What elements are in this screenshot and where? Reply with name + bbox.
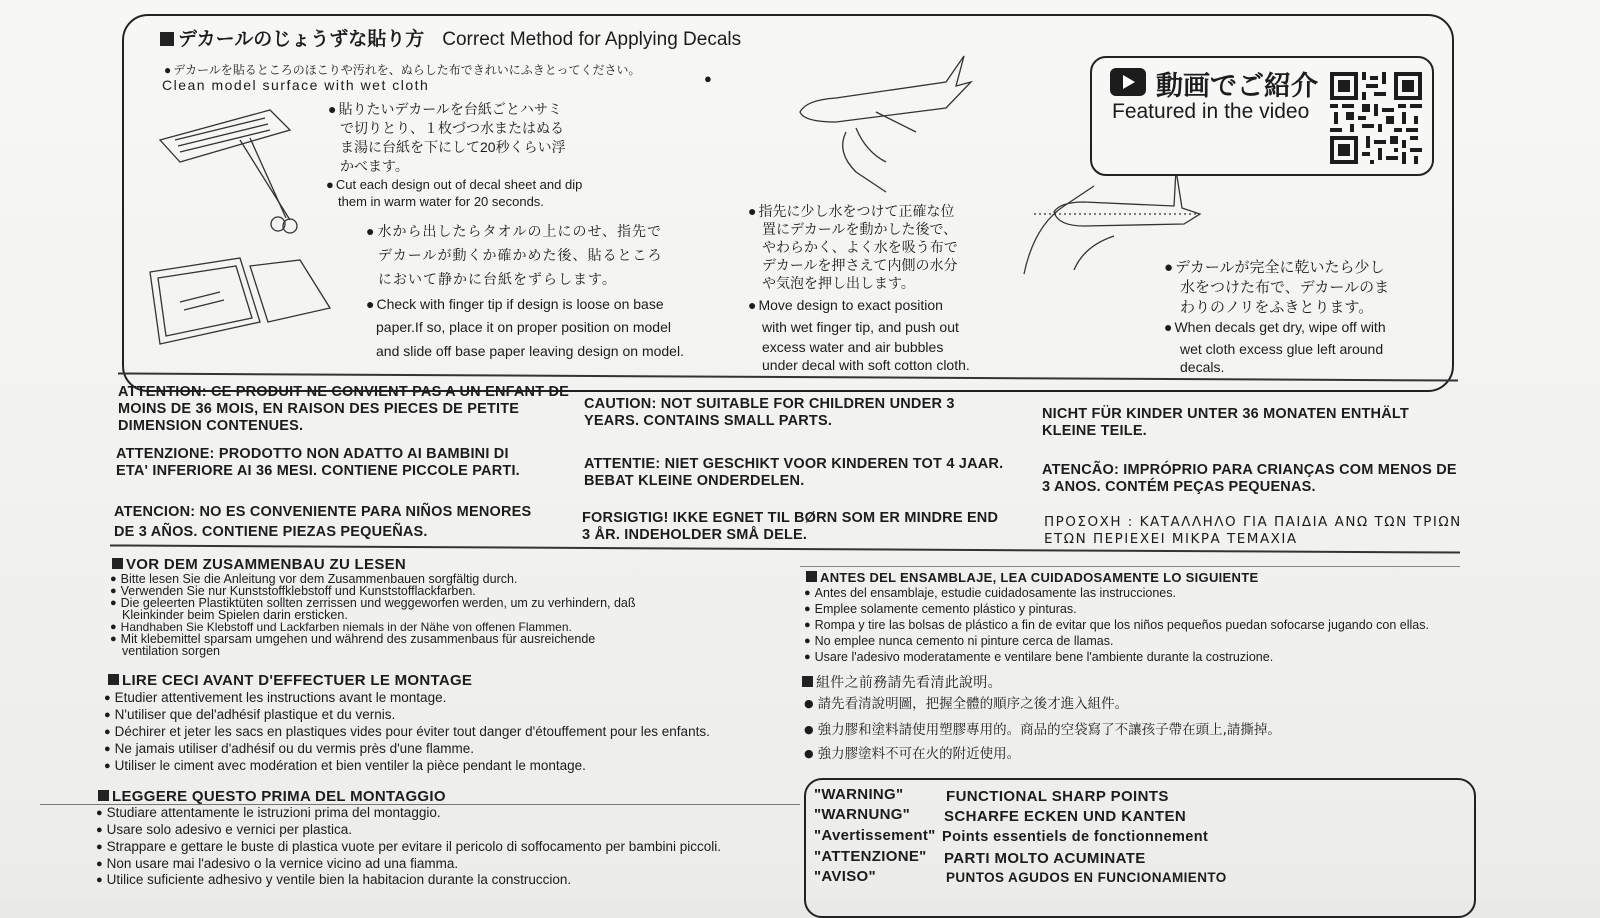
caution-fr: ATTENTION: CE PRODUIT NE CONVIENT PAS A UN ENFANT DE MOINS DE 36 MOIS, EN RAISON DES PIECES DE PETITE DIMENSION CONTENUES. xyxy=(118,384,570,434)
step2-ja-3: ま湯に台紙を下にして20秒くらい浮 xyxy=(340,139,566,155)
list-item: ● Ne jamais utiliser d'adhésif ou du vermis près d'une flamme. xyxy=(104,741,474,757)
airplane-hand-illustration xyxy=(796,52,976,202)
step2-en-2: them in warm water for 20 seconds. xyxy=(338,194,544,209)
list-item: Kleinkinder beim Spielen darin ersticken. xyxy=(122,608,348,622)
square-bullet-icon xyxy=(98,790,109,801)
step5-ja-1: ● デカールが完全に乾いたら少し xyxy=(1164,258,1384,277)
bullet-dot-icon: ● xyxy=(704,71,712,86)
warning-text-it: PARTI MOLTO ACUMINATE xyxy=(944,850,1146,867)
list-item: ● Rompa y tire las bolsas de plástico a fin de evitar que los niños pequeños puedan sofocarse jugando con ellas. xyxy=(804,618,1429,633)
list-item: ● Antes del ensamblaje, estudie cuidadosamente las instrucciones. xyxy=(804,586,1176,601)
warning-text-es: PUNTOS AGUDOS EN FUNCIONAMIENTO xyxy=(946,870,1227,885)
step3-en-2: paper.If so, place it on proper position on model xyxy=(376,319,671,335)
step5-ja-3: わりのノリをふきとります。 xyxy=(1180,299,1374,316)
step5-ja-2: 水をつけた布で、デカールのま xyxy=(1180,279,1390,296)
step3-ja-1: ● 水から出したらタオルの上にのせ、指先で xyxy=(366,222,662,241)
square-bullet-icon xyxy=(802,676,813,687)
step5-en-3: decals. xyxy=(1180,359,1225,375)
decal-title-en: Correct Method for Applying Decals xyxy=(442,29,742,50)
list-item: ● No emplee nunca cemento ni pinture cerca de llamas. xyxy=(804,634,1113,649)
list-item: ● Mit klebemittel sparsam umgehen und während des zusammenbaus für ausreichende xyxy=(110,632,595,647)
section-title-it: LEGGERE QUESTO PRIMA DEL MONTAGGIO xyxy=(98,788,446,805)
step4-ja-3: やわらかく、よく水を吸う布で xyxy=(762,239,958,255)
decal-title xyxy=(160,24,741,51)
step2-en-1: ● Cut each design out of decal sheet and dip xyxy=(326,176,582,193)
list-item: ● 請先看清說明圖，把握全體的順序之後才進入組件。 xyxy=(804,696,1128,712)
caution-da: FORSIGTIG! IKKE EGNET TIL BØRN SOM ER MINDRE END 3 ÅR. INDEHOLDER SMÅ DELE. xyxy=(582,510,999,543)
step4-en-4: under decal with soft cotton cloth. xyxy=(762,357,970,373)
qr-code-icon[interactable] xyxy=(1330,72,1422,164)
play-icon[interactable] xyxy=(1110,68,1146,96)
caution-de: NICHT FÜR KINDER UNTER 36 MONATEN ENTHÄLT KLEINE TEILE. xyxy=(1042,406,1409,439)
square-bullet-icon xyxy=(112,558,123,569)
square-bullet-icon xyxy=(160,32,174,46)
list-item: ● Usare solo adesivo e vernici per plastica. xyxy=(96,822,352,838)
caution-en: CAUTION: NOT SUITABLE FOR CHILDREN UNDER 3 YEARS. CONTAINS SMALL PARTS. xyxy=(584,396,955,429)
step2-ja-1: ● 貼りたいデカールを台紙ごとハサミ xyxy=(328,100,562,119)
step4-ja-4: デカールを押さえて内側の水分 xyxy=(762,257,958,273)
step4-ja-5: や気泡を押し出します。 xyxy=(762,275,915,291)
warning-label-es: "AVISO" xyxy=(814,868,876,885)
step5-en-2: wet cloth excess glue left around xyxy=(1180,341,1384,357)
step4-en-3: excess water and air bubbles xyxy=(762,339,944,355)
caution-nl: ATTENTIE: NIET GESCHIKT VOOR KINDEREN TOT 4 JAAR. BEBAT KLEINE ONDERDELEN. xyxy=(584,456,1004,489)
list-item: ● Utilice suficiente adhesivo y ventile bien la habitacion durante la construccion. xyxy=(96,872,571,888)
list-item: ● Etudier attentivement les instructions avant le montage. xyxy=(104,690,446,706)
step4-ja-1: ● 指先に少し水をつけて正確な位 xyxy=(748,202,954,221)
list-item: ventilation sorgen xyxy=(122,644,220,658)
water-dish-illustration xyxy=(140,252,340,352)
list-item: ● N'utiliser que del'adhésif plastique et du vernis. xyxy=(104,707,395,723)
list-item: ● Déchirer et jeter les sacs en plastiques vides pour éviter tout danger d'étouffement pour les enfants. xyxy=(104,724,710,740)
caution-es: ATENCION: NO ES CONVENIENTE PARA NIÑOS MENORES DE 3 AÑOS. CONTIENE PIEZAS PEQUEÑAS. xyxy=(114,504,532,540)
list-item: ● Handhaben Sie Klebstoff und Lackfarben niemals in der Nähe von offenen Flammen. xyxy=(110,620,572,635)
step4-en-1: ● Move design to exact position xyxy=(748,296,943,315)
caution-pt: ATENCÃO: IMPRÓPRIO PARA CRIANÇAS COM MENOS DE 3 ANOS. CONTÉM PEÇAS PEQUENAS. xyxy=(1042,462,1457,495)
warning-label-it: "ATTENZIONE" xyxy=(814,848,927,865)
step3-en-3: and slide off base paper leaving design on model. xyxy=(376,343,684,359)
step3-en-1: ● Check with finger tip if design is loose on base xyxy=(366,295,664,314)
decal-sheet-scissors-illustration xyxy=(150,100,320,240)
step1-en: Clean model surface with wet cloth xyxy=(162,77,430,93)
step1-ja: ● デカールを貼るところのほこりや汚れを、ぬらした布できれいにふきとってください。 xyxy=(164,62,641,79)
step4-ja-2: 置にデカールを動かした後で、 xyxy=(762,221,958,237)
list-item: ● Bitte lesen Sie die Anleitung vor dem Zusammenbauen sorgfältig durch. xyxy=(110,572,517,587)
warning-label-en: "WARNING" xyxy=(814,786,904,803)
warning-label-fr: "Avertissement" xyxy=(814,827,936,844)
caution-el: ΠΡΟΣΟΧΗ : ΚΑΤΑΛΛΗΛΟ ΓΙΑ ΠΑΙΔΙΑ ΑΝΩ ΤΩΝ ΤΡΙΩΝ ΕΤΩΝ ΠΕΡΙΕΧΕΙ ΜΙΚΡΑ ΤΕΜΑΧΙΑ xyxy=(1044,514,1462,547)
caution-it: ATTENZIONE: PRODOTTO NON ADATTO AI BAMBINI DI ETA' INFERIORE AI 36 MESI. CONTIENE PICCOLE PARTI. xyxy=(116,446,520,479)
section-title-es: ANTES DEL ENSAMBLAJE, LEA CUIDADOSAMENTE LO SIGUIENTE xyxy=(806,570,1258,585)
list-item: ● Emplee solamente cemento plástico y pinturas. xyxy=(804,602,1077,617)
section-title-fr: LIRE CECI AVANT D'EFFECTUER LE MONTAGE xyxy=(108,672,472,689)
list-item: ● Die geleerten Plastiktüten sollten zerrissen und weggeworfen werden, um zu verhindern, daß xyxy=(110,596,636,611)
list-item: ● Strappare e gettare le buste di plastica vuote per evitare il pericolo di soffocamento per bambini piccoli. xyxy=(96,839,721,855)
step2-ja-2: で切りとり、１枚づつ水またはぬる xyxy=(340,120,564,136)
step5-en-1: ● When decals get dry, wipe off with xyxy=(1164,318,1386,337)
list-item: ● 強力膠和塗料請使用塑膠專用的。商品的空袋寫了不讓孩子帶在頭上,請撕掉。 xyxy=(804,722,1281,738)
divider xyxy=(800,566,1460,567)
warning-text-en: FUNCTIONAL SHARP POINTS xyxy=(946,788,1169,805)
warning-text-de: SCHARFE ECKEN UND KANTEN xyxy=(944,808,1187,825)
step3-ja-3: において静かに台紙をずらします。 xyxy=(378,271,617,287)
list-item: ● Utiliser le ciment avec modération et bien ventiler la pièce pendant le montage. xyxy=(104,758,586,774)
section-title-de: VOR DEM ZUSAMMENBAU ZU LESEN xyxy=(112,556,406,573)
warning-label-de: "WARNUNG" xyxy=(814,806,911,823)
video-title-en: Featured in the video xyxy=(1112,100,1310,123)
list-item: ● Studiare attentamente le istruzioni prima del montaggio. xyxy=(96,805,441,821)
list-item: ● Usare l'adesivo moderatamente e ventilare bene l'ambiente durante la costruzione. xyxy=(804,650,1273,665)
warning-text-fr: Points essentiels de fonctionnement xyxy=(942,829,1209,845)
square-bullet-icon xyxy=(806,571,817,582)
list-item: ● Verwenden Sie nur Kunststoffklebstoff und Kunststofflackfarben. xyxy=(110,584,476,599)
decal-title-ja: デカールのじょうずな貼り方 xyxy=(178,29,425,50)
step3-ja-2: デカールが動くか確かめた後、貼るところ xyxy=(378,247,663,263)
step2-ja-4: かべます。 xyxy=(340,158,409,174)
list-item: ● 強力膠塗料不可在火的附近使用。 xyxy=(804,746,1020,762)
list-item: ● Non usare mai l'adesivo o la vernice vicino ad una fiamma. xyxy=(96,856,458,872)
section-title-zh: 組件之前務請先看清此說明。 xyxy=(802,672,1002,692)
step4-en-2: with wet finger tip, and push out xyxy=(762,319,959,335)
video-title-ja: 動画でご紹介 xyxy=(1156,71,1318,101)
airplane-wipe-illustration xyxy=(1014,166,1204,276)
square-bullet-icon xyxy=(108,674,119,685)
